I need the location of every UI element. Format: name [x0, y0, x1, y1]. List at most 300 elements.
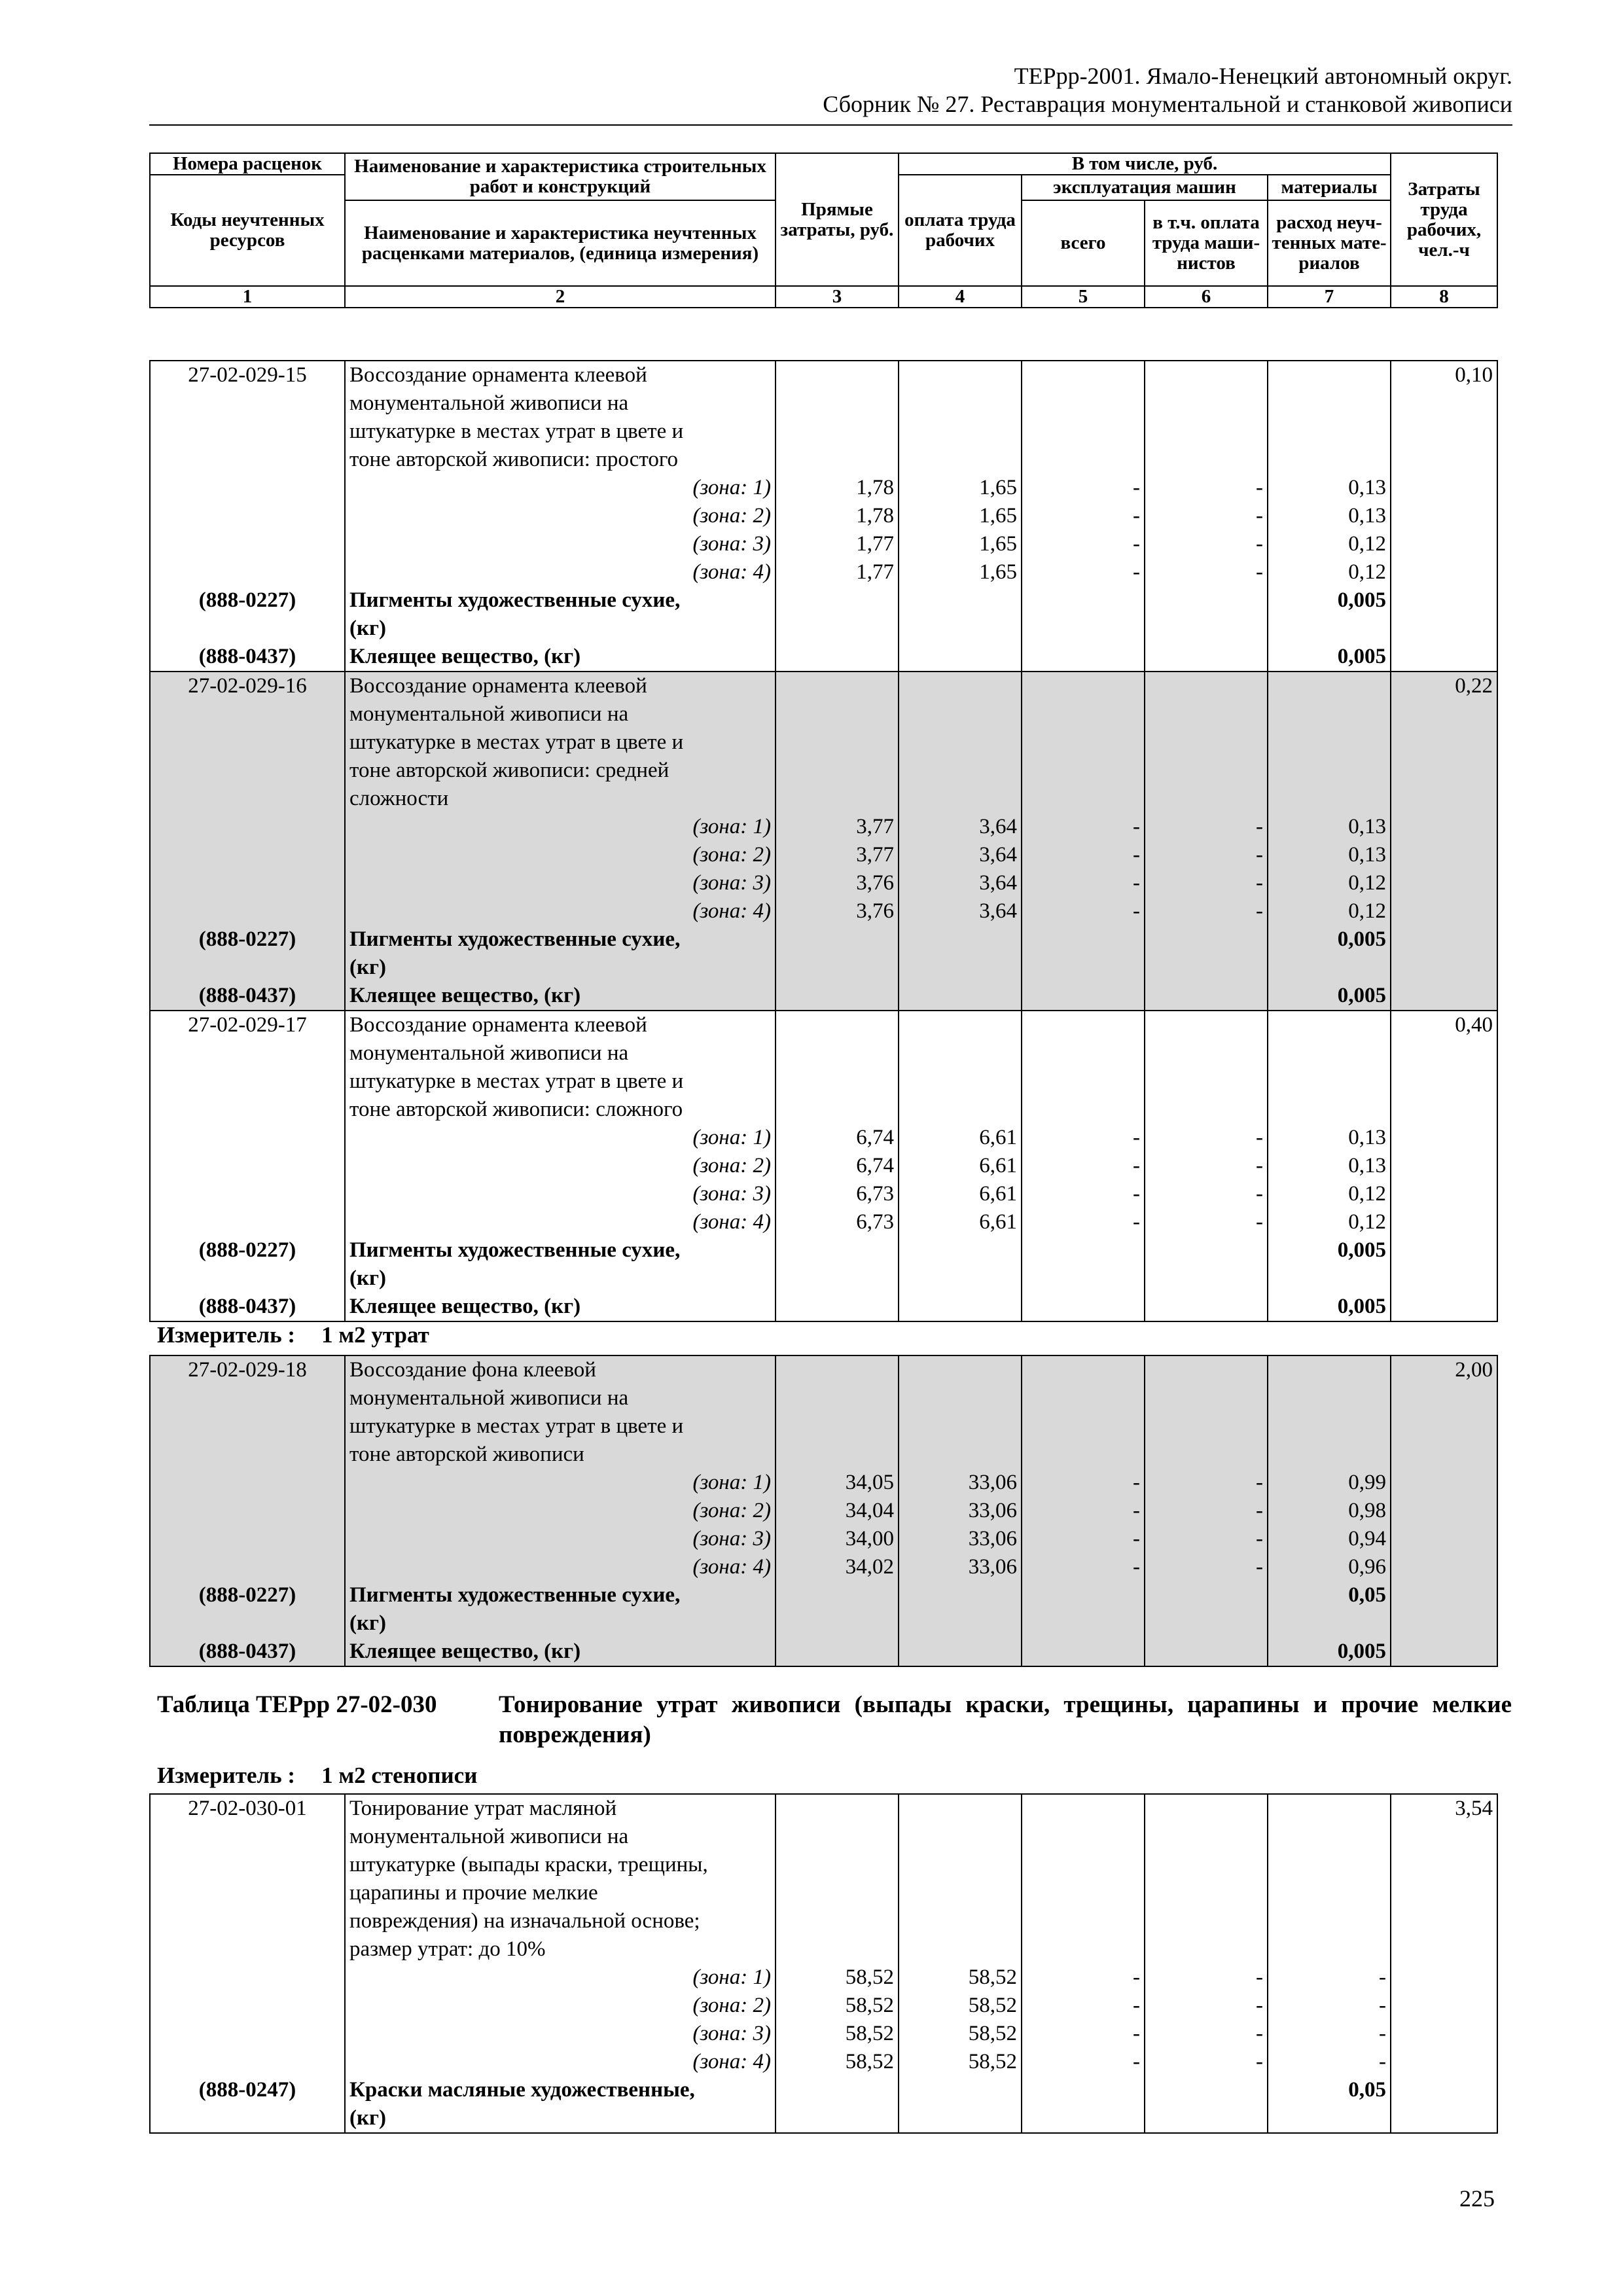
empty-cell: [776, 982, 899, 1011]
machine-total: -: [1022, 1497, 1145, 1525]
work-name: монументальной живописи на: [345, 700, 776, 728]
empty-cell: [1391, 869, 1497, 897]
empty-cell: [1022, 1823, 1145, 1851]
labor-cost: [1391, 1067, 1497, 1096]
table-row: [150, 1208, 1497, 1236]
empty-cell: [1022, 954, 1145, 982]
empty-cell: [1145, 1441, 1268, 1469]
empty-cell: [150, 1124, 345, 1152]
empty-cell: [1022, 1907, 1145, 1935]
resource-quantity: 0,005: [1268, 1293, 1391, 1321]
materials-value: 0,12: [1268, 1208, 1391, 1236]
empty-cell: [1022, 1581, 1145, 1609]
direct-cost: 3,76: [776, 897, 899, 925]
header-line-1: ТЕРрр-2001. Ямало-Ненецкий автономный округ.: [1014, 63, 1512, 89]
empty-cell: [776, 925, 899, 954]
empty-cell: [1391, 615, 1497, 643]
empty-cell: [150, 1992, 345, 2020]
materials-value: 0,13: [1268, 474, 1391, 502]
resource-name: (кг): [345, 1265, 776, 1293]
empty-cell: [1145, 982, 1268, 1011]
resource-name: Пигменты художественные сухие,: [345, 1581, 776, 1609]
direct-cost: 1,78: [776, 502, 899, 530]
table-row: [150, 2076, 1497, 2104]
resource-code: [150, 615, 345, 643]
table-row: [150, 643, 1497, 672]
empty-cell: [899, 1011, 1022, 1039]
empty-cell: [1022, 1039, 1145, 1067]
header-machinist-wages: в т.ч. оплата труда маши-нистов: [1145, 200, 1268, 286]
table-row: [150, 1236, 1497, 1265]
wages-value: 33,06: [899, 1553, 1022, 1581]
table-row: [150, 954, 1497, 982]
empty-cell: [899, 2076, 1022, 2104]
table-row: [150, 502, 1497, 530]
table-row: [150, 897, 1497, 925]
rate-code: 27-02-030-01: [150, 1794, 345, 1823]
machinist-wages: -: [1145, 502, 1268, 530]
wages-value: 3,64: [899, 841, 1022, 869]
labor-cost: [1391, 1039, 1497, 1067]
materials-value: 0,13: [1268, 1124, 1391, 1152]
labor-cost: [1391, 1823, 1497, 1851]
table-row: [150, 1469, 1497, 1497]
meter-label: Измеритель :: [157, 1763, 296, 1788]
resource-quantity: 0,005: [1268, 1236, 1391, 1265]
machinist-wages: -: [1145, 869, 1268, 897]
empty-cell: [1022, 2076, 1145, 2104]
empty-cell: [1022, 1011, 1145, 1039]
labor-cost: [1391, 1907, 1497, 1935]
labor-cost: [1391, 1935, 1497, 1964]
empty-cell: [1391, 530, 1497, 558]
work-name: тоне авторской живописи: средней: [345, 757, 776, 785]
labor-cost: [1391, 785, 1497, 813]
column-number-2: 2: [345, 286, 776, 308]
machine-total: -: [1022, 897, 1145, 925]
table-row: [150, 1497, 1497, 1525]
empty-cell: [1022, 389, 1145, 418]
column-number-1: 1: [150, 286, 345, 308]
machine-total: -: [1022, 558, 1145, 586]
empty-cell: [899, 728, 1022, 757]
empty-cell: [1391, 1265, 1497, 1293]
table-row: [150, 418, 1497, 446]
empty-cell: [899, 954, 1022, 982]
empty-cell: [1022, 1879, 1145, 1907]
empty-cell: [1268, 1441, 1391, 1469]
empty-cell: [1391, 2076, 1497, 2104]
table-row: [150, 1152, 1497, 1180]
resource-code: [150, 1609, 345, 1638]
empty-cell: [776, 1384, 899, 1412]
header-codes: Коды неучтенных ресурсов: [150, 175, 345, 286]
empty-cell: [1391, 925, 1497, 954]
zone-label: (зона: 1): [345, 1469, 776, 1497]
materials-value: 0,12: [1268, 530, 1391, 558]
wages-value: 58,52: [899, 2048, 1022, 2076]
empty-cell: [776, 389, 899, 418]
empty-cell: [899, 1794, 1022, 1823]
empty-cell: [1268, 1096, 1391, 1124]
empty-cell: [899, 1935, 1022, 1964]
empty-cell: [1268, 1907, 1391, 1935]
labor-cost: [1391, 1096, 1497, 1124]
empty-cell: [1022, 446, 1145, 474]
resource-code: (888-0227): [150, 1236, 345, 1265]
table-row: [150, 615, 1497, 643]
empty-cell: [776, 1879, 899, 1907]
empty-cell: [150, 474, 345, 502]
table-row: [150, 446, 1497, 474]
direct-cost: 34,02: [776, 1553, 899, 1581]
price-table-1: [149, 360, 1498, 1322]
resource-quantity: [1268, 1609, 1391, 1638]
empty-cell: [1022, 1265, 1145, 1293]
resource-name: Клеящее вещество, (кг): [345, 982, 776, 1011]
empty-cell: [1145, 2076, 1268, 2104]
zone-label: (зона: 2): [345, 1152, 776, 1180]
labor-cost: [1391, 1851, 1497, 1879]
empty-cell: [899, 1441, 1022, 1469]
rate-code: [150, 728, 345, 757]
rate-code: [150, 389, 345, 418]
labor-cost: [1391, 1384, 1497, 1412]
machine-total: -: [1022, 530, 1145, 558]
empty-cell: [1145, 586, 1268, 615]
running-header: [149, 62, 1512, 118]
empty-cell: [1145, 1581, 1268, 1609]
resource-quantity: [1268, 1265, 1391, 1293]
labor-cost: [1391, 446, 1497, 474]
column-number-5: 5: [1022, 286, 1145, 308]
empty-cell: [776, 1236, 899, 1265]
rate-code: [150, 700, 345, 728]
machine-total: -: [1022, 1152, 1145, 1180]
rate-code: [150, 1441, 345, 1469]
empty-cell: [1268, 1794, 1391, 1823]
direct-cost: 3,77: [776, 813, 899, 841]
zone-label: (зона: 4): [345, 1553, 776, 1581]
machinist-wages: -: [1145, 530, 1268, 558]
machine-total: -: [1022, 841, 1145, 869]
direct-cost: 6,73: [776, 1180, 899, 1208]
table-row: [150, 1879, 1497, 1907]
empty-cell: [899, 1265, 1022, 1293]
table-row: [150, 1823, 1497, 1851]
labor-cost: 0,22: [1391, 672, 1497, 700]
header-name-char: Наименование и характеристика строительных работ и конструкций: [345, 153, 776, 200]
table-row: [150, 1638, 1497, 1666]
empty-cell: [150, 530, 345, 558]
empty-cell: [1391, 1638, 1497, 1666]
empty-cell: [1022, 643, 1145, 672]
empty-cell: [150, 1208, 345, 1236]
empty-cell: [1022, 757, 1145, 785]
empty-cell: [776, 672, 899, 700]
direct-cost: 6,74: [776, 1152, 899, 1180]
header-rate-numbers: Номера расценок: [150, 153, 345, 175]
empty-cell: [1268, 700, 1391, 728]
zone-label: (зона: 4): [345, 558, 776, 586]
direct-cost: 34,05: [776, 1469, 899, 1497]
resource-name: Клеящее вещество, (кг): [345, 1293, 776, 1321]
materials-value: -: [1268, 1992, 1391, 2020]
empty-cell: [899, 418, 1022, 446]
empty-cell: [1391, 841, 1497, 869]
zone-label: (зона: 4): [345, 1208, 776, 1236]
resource-name: (кг): [345, 2104, 776, 2133]
table-row: [150, 1124, 1497, 1152]
zone-label: (зона: 4): [345, 897, 776, 925]
direct-cost: 34,00: [776, 1525, 899, 1553]
empty-cell: [776, 728, 899, 757]
rate-code: 27-02-029-15: [150, 361, 345, 389]
labor-cost: 0,10: [1391, 361, 1497, 389]
empty-cell: [899, 643, 1022, 672]
empty-cell: [1268, 1879, 1391, 1907]
machinist-wages: -: [1145, 474, 1268, 502]
resource-code: (888-0437): [150, 1638, 345, 1666]
empty-cell: [1022, 1355, 1145, 1384]
empty-cell: [1022, 1609, 1145, 1638]
empty-cell: [1145, 446, 1268, 474]
wages-value: 58,52: [899, 2020, 1022, 2048]
wages-value: 1,65: [899, 558, 1022, 586]
table-row: [150, 2048, 1497, 2076]
zone-label: (зона: 2): [345, 841, 776, 869]
empty-cell: [776, 1851, 899, 1879]
meter-line-2: [157, 1761, 477, 1789]
wages-value: 3,64: [899, 813, 1022, 841]
resource-code: [150, 1265, 345, 1293]
empty-cell: [1391, 954, 1497, 982]
rate-code: [150, 418, 345, 446]
table-row: [150, 1293, 1497, 1321]
machinist-wages: -: [1145, 1208, 1268, 1236]
labor-cost: [1391, 1879, 1497, 1907]
work-name: монументальной живописи на: [345, 1384, 776, 1412]
empty-cell: [776, 1907, 899, 1935]
direct-cost: 58,52: [776, 2020, 899, 2048]
materials-value: 0,12: [1268, 1180, 1391, 1208]
work-name: размер утрат: до 10%: [345, 1935, 776, 1964]
resource-code: [150, 2104, 345, 2133]
resource-code: [150, 954, 345, 982]
resource-quantity: 0,005: [1268, 925, 1391, 954]
work-name: Воссоздание орнамента клеевой: [345, 672, 776, 700]
table-row: [150, 1794, 1497, 1823]
empty-cell: [1145, 1879, 1268, 1907]
table-row: [150, 813, 1497, 841]
resource-name: Пигменты художественные сухие,: [345, 925, 776, 954]
empty-cell: [1145, 643, 1268, 672]
header-wages: оплата труда рабочих: [899, 175, 1022, 286]
labor-cost: 2,00: [1391, 1355, 1497, 1384]
machinist-wages: -: [1145, 1180, 1268, 1208]
wages-value: 1,65: [899, 502, 1022, 530]
empty-cell: [1145, 925, 1268, 954]
rate-code: [150, 1096, 345, 1124]
machine-total: -: [1022, 2048, 1145, 2076]
table-row: [150, 1581, 1497, 1609]
zone-label: (зона: 4): [345, 2048, 776, 2076]
empty-cell: [1268, 757, 1391, 785]
labor-cost: [1391, 700, 1497, 728]
empty-cell: [776, 785, 899, 813]
resource-code: (888-0227): [150, 586, 345, 615]
machinist-wages: -: [1145, 1152, 1268, 1180]
resource-quantity: 0,005: [1268, 643, 1391, 672]
empty-cell: [1145, 1355, 1268, 1384]
empty-cell: [1145, 728, 1268, 757]
materials-value: 0,12: [1268, 897, 1391, 925]
column-number-7: 7: [1268, 286, 1391, 308]
table-row: [150, 1851, 1497, 1879]
work-name: тоне авторской живописи: [345, 1441, 776, 1469]
empty-cell: [776, 954, 899, 982]
labor-cost: 0,40: [1391, 1011, 1497, 1039]
empty-cell: [899, 1823, 1022, 1851]
empty-cell: [1391, 982, 1497, 1011]
machinist-wages: -: [1145, 813, 1268, 841]
direct-cost: 58,52: [776, 1992, 899, 2020]
empty-cell: [1268, 1823, 1391, 1851]
resource-quantity: [1268, 615, 1391, 643]
table-row: [150, 1992, 1497, 2020]
header-name-unaccounted: Наименование и характеристика неучтенных расценками материалов, (единица измерения): [345, 200, 776, 286]
table-row: [150, 757, 1497, 785]
rate-code: [150, 1823, 345, 1851]
empty-cell: [899, 1412, 1022, 1441]
empty-cell: [1391, 1208, 1497, 1236]
machinist-wages: -: [1145, 2048, 1268, 2076]
direct-cost: 34,04: [776, 1497, 899, 1525]
empty-cell: [1268, 1412, 1391, 1441]
wages-value: 3,64: [899, 897, 1022, 925]
empty-cell: [1391, 897, 1497, 925]
machine-total: -: [1022, 502, 1145, 530]
materials-value: 0,12: [1268, 558, 1391, 586]
table-row: [150, 558, 1497, 586]
zone-label: (зона: 3): [345, 2020, 776, 2048]
resource-quantity: 0,05: [1268, 1581, 1391, 1609]
wages-value: 33,06: [899, 1497, 1022, 1525]
work-name: монументальной живописи на: [345, 389, 776, 418]
empty-cell: [899, 1039, 1022, 1067]
machinist-wages: -: [1145, 1992, 1268, 2020]
meter-value: 1 м2 утрат: [321, 1322, 429, 1348]
resource-quantity: [1268, 954, 1391, 982]
materials-value: 0,96: [1268, 1553, 1391, 1581]
empty-cell: [1391, 2104, 1497, 2133]
empty-cell: [899, 1879, 1022, 1907]
empty-cell: [1145, 757, 1268, 785]
empty-cell: [1145, 1609, 1268, 1638]
empty-cell: [1145, 1935, 1268, 1964]
header-labor-costs: Затраты труда рабочих, чел.-ч: [1391, 153, 1497, 286]
resource-name: Пигменты художественные сухие,: [345, 586, 776, 615]
empty-cell: [1391, 1581, 1497, 1609]
empty-cell: [1022, 1441, 1145, 1469]
header-materials: материалы: [1268, 175, 1391, 200]
table-row: [150, 1441, 1497, 1469]
empty-cell: [899, 1293, 1022, 1321]
empty-cell: [899, 1638, 1022, 1666]
direct-cost: 58,52: [776, 1964, 899, 1992]
empty-cell: [1145, 672, 1268, 700]
header-direct-costs: Прямые затраты, руб.: [776, 153, 899, 286]
machinist-wages: -: [1145, 1553, 1268, 1581]
rate-code: 27-02-029-16: [150, 672, 345, 700]
machine-total: -: [1022, 813, 1145, 841]
empty-cell: [150, 1180, 345, 1208]
wages-value: 1,65: [899, 474, 1022, 502]
machinist-wages: -: [1145, 1497, 1268, 1525]
empty-cell: [1268, 1355, 1391, 1384]
empty-cell: [1268, 728, 1391, 757]
empty-cell: [1022, 1236, 1145, 1265]
empty-cell: [1022, 700, 1145, 728]
empty-cell: [1022, 361, 1145, 389]
table-caption-label: Таблица ТЕРрр 27-02-030: [157, 1691, 437, 1718]
empty-cell: [899, 1907, 1022, 1935]
work-name: штукатурке (выпады краски, трещины,: [345, 1851, 776, 1879]
resource-code: (888-0227): [150, 1581, 345, 1609]
direct-cost: 3,76: [776, 869, 899, 897]
rate-code: [150, 785, 345, 813]
empty-cell: [1391, 558, 1497, 586]
empty-cell: [1391, 813, 1497, 841]
empty-cell: [899, 615, 1022, 643]
header-materials-consumption: расход неуч-тенных мате-риалов: [1268, 200, 1391, 286]
empty-cell: [150, 869, 345, 897]
table-caption-title: Тонирование утрат живописи (выпады краски, трещины, царапины и прочие мелкие повреждения): [499, 1691, 1512, 1748]
table-row: [150, 389, 1497, 418]
work-name: штукатурке в местах утрат в цвете и: [345, 418, 776, 446]
empty-cell: [1022, 1935, 1145, 1964]
empty-cell: [899, 446, 1022, 474]
table-row: [150, 1609, 1497, 1638]
table-row: [150, 1907, 1497, 1935]
empty-cell: [150, 558, 345, 586]
empty-cell: [899, 700, 1022, 728]
empty-cell: [776, 1823, 899, 1851]
zone-label: (зона: 2): [345, 1497, 776, 1525]
direct-cost: 58,52: [776, 2048, 899, 2076]
empty-cell: [1145, 1039, 1268, 1067]
empty-cell: [899, 1067, 1022, 1096]
empty-cell: [1391, 586, 1497, 615]
wages-value: 3,64: [899, 869, 1022, 897]
labor-cost: [1391, 1412, 1497, 1441]
table-row: [150, 474, 1497, 502]
zone-label: (зона: 1): [345, 1124, 776, 1152]
table-row: [150, 1553, 1497, 1581]
empty-cell: [899, 361, 1022, 389]
empty-cell: [776, 1935, 899, 1964]
work-name: штукатурке в местах утрат в цвете и: [345, 1067, 776, 1096]
resource-name: (кг): [345, 615, 776, 643]
empty-cell: [1022, 586, 1145, 615]
resource-quantity: 0,05: [1268, 2076, 1391, 2104]
empty-cell: [899, 586, 1022, 615]
resource-code: (888-0437): [150, 643, 345, 672]
table-row: [150, 1011, 1497, 1039]
machine-total: -: [1022, 474, 1145, 502]
empty-cell: [1391, 474, 1497, 502]
empty-cell: [776, 1293, 899, 1321]
